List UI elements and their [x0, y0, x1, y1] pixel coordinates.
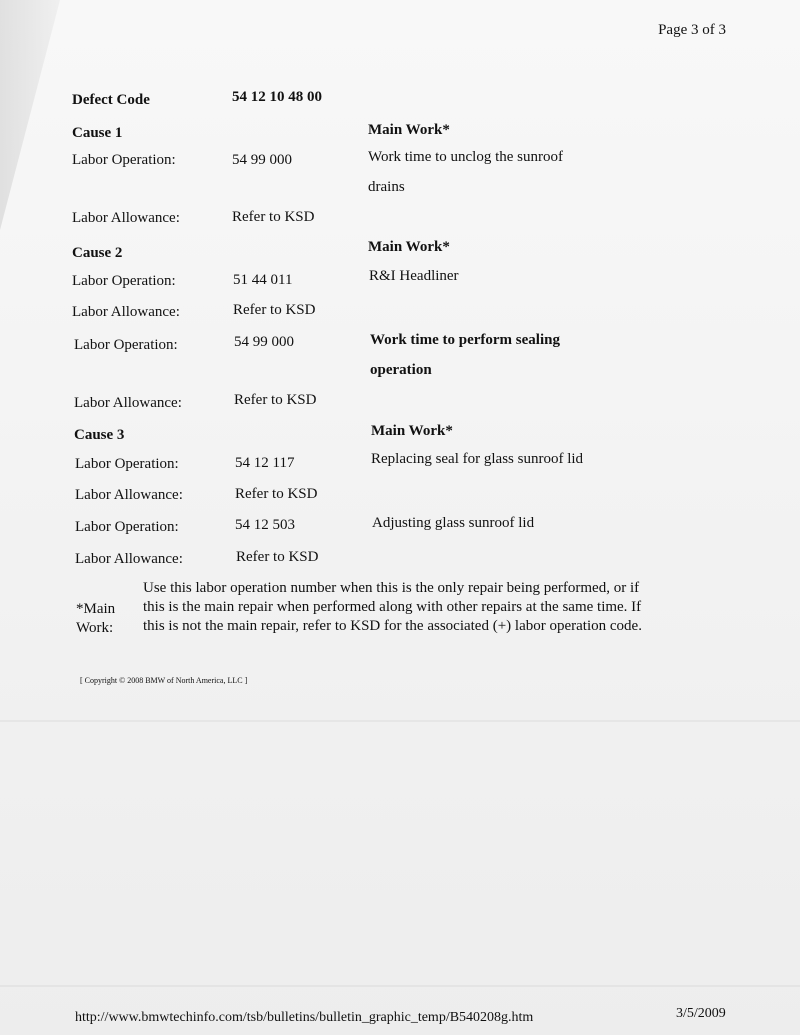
- paper-crease: [0, 720, 800, 722]
- labor-operation-label: Labor Operation:: [75, 456, 179, 472]
- page-indicator: Page 3 of 3: [658, 22, 726, 38]
- footnote-text: Use this labor operation number when this is the only repair being performed, or if this is the main repair when performed along with other repairs at the same time. If this is not the main repair, refer to KSD for the associated (+) labor operation code.: [143, 580, 642, 634]
- copyright-notice: [ Copyright © 2008 BMW of North America, LLC ]: [80, 676, 248, 685]
- labor-operation-value: 54 99 000: [232, 152, 292, 168]
- work-description: Replacing seal for glass sunroof lid: [371, 451, 584, 467]
- footnote-label: [76, 600, 115, 638]
- labor-allowance-value: Refer to KSD: [232, 209, 315, 225]
- labor-operation-label: Labor Operation:: [74, 337, 178, 353]
- footnote-label-line: Work:: [76, 620, 114, 636]
- defect-code-value: 54 12 10 48 00: [232, 89, 322, 105]
- labor-allowance-label: Labor Allowance:: [74, 395, 182, 411]
- main-work-label: Main Work*: [368, 122, 450, 138]
- labor-allowance-value: Refer to KSD: [236, 549, 319, 565]
- footnote-label-line: *Main: [76, 601, 116, 617]
- work-description: R&I Headliner: [369, 268, 459, 284]
- labor-allowance-label: Labor Allowance:: [75, 551, 183, 567]
- labor-allowance-value: Refer to KSD: [234, 392, 317, 408]
- labor-allowance-value: Refer to KSD: [235, 486, 318, 502]
- main-work-label: Main Work*: [368, 239, 450, 255]
- labor-allowance-value: Refer to KSD: [233, 302, 316, 318]
- main-work-label: Main Work*: [371, 423, 453, 439]
- labor-operation-value: 54 12 503: [235, 517, 295, 533]
- defect-code-label: Defect Code: [72, 92, 150, 108]
- work-description: Work time to unclog the sunroof: [368, 149, 564, 165]
- cause-title: Cause 2: [72, 245, 123, 261]
- labor-operation-label: Labor Operation:: [72, 273, 176, 289]
- labor-operation-value: 54 99 000: [234, 334, 294, 350]
- cause-title: Cause 3: [74, 427, 125, 443]
- labor-operation-value: 54 12 117: [235, 455, 295, 471]
- work-description: Adjusting glass sunroof lid: [372, 515, 535, 531]
- work-description: operation: [370, 362, 432, 378]
- work-description: Work time to perform sealing: [370, 332, 560, 348]
- labor-allowance-label: Labor Allowance:: [75, 487, 183, 503]
- labor-allowance-label: Labor Allowance:: [72, 304, 180, 320]
- labor-operation-label: Labor Operation:: [72, 152, 176, 168]
- labor-allowance-label: Labor Allowance:: [72, 210, 180, 226]
- footer-date: 3/5/2009: [676, 1006, 726, 1021]
- paper-crease: [0, 985, 800, 987]
- work-description: drains: [368, 179, 405, 195]
- footer-url: http://www.bmwtechinfo.com/tsb/bulletins/bulletin_graphic_temp/B540208g.htm: [75, 1010, 534, 1025]
- labor-operation-label: Labor Operation:: [75, 519, 179, 535]
- cause-title: Cause 1: [72, 125, 123, 141]
- labor-operation-value: 51 44 011: [233, 272, 293, 288]
